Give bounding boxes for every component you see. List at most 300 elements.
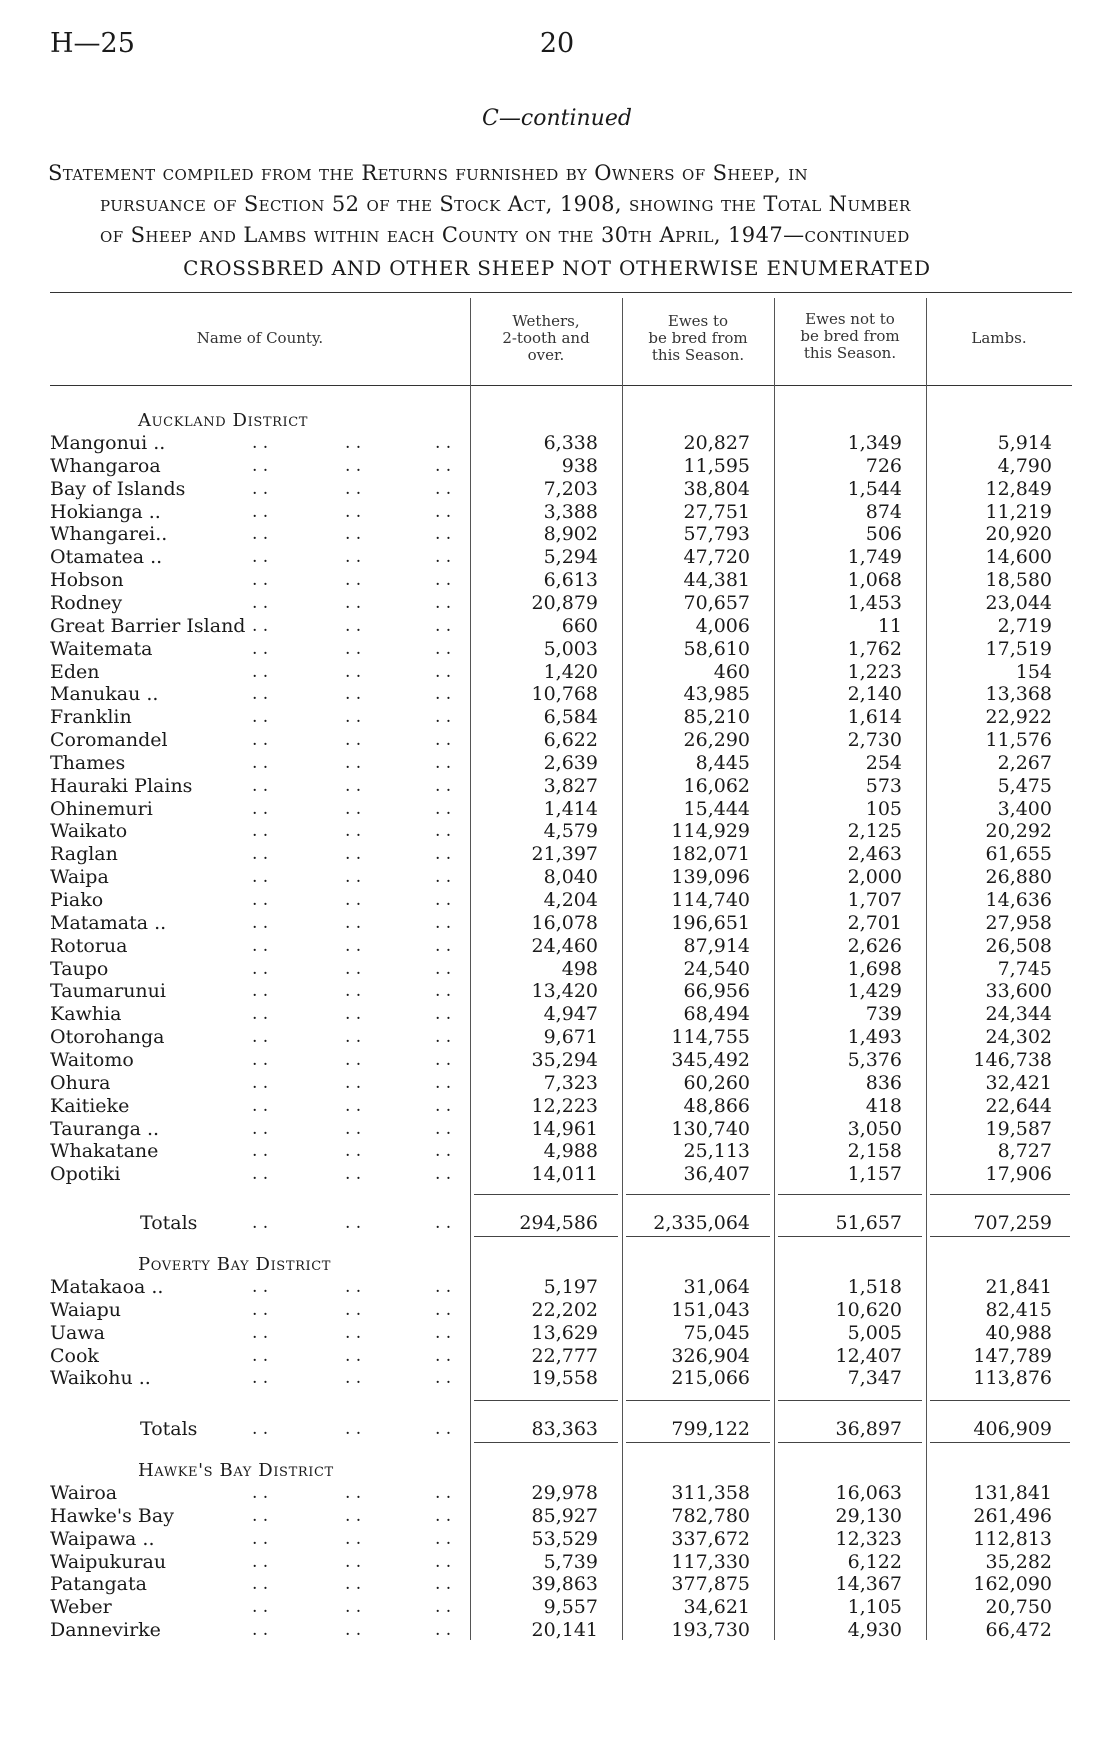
leader-dots: . . [252, 1299, 269, 1320]
totals-rule [778, 1400, 922, 1401]
cell-lambs: 8,727 [997, 1140, 1052, 1163]
county-name: Piako [50, 889, 104, 911]
leader-dots: . . [345, 1505, 362, 1526]
cell-ewes-bred: 66,956 [683, 980, 750, 1003]
statement-line-2: pursuance of Section 52 of the Stock Act, 1908, showing the Total Number [100, 192, 911, 216]
leader-dots: . . [435, 1299, 452, 1320]
leader-dots: . . [435, 912, 452, 933]
leader-dots: . . [435, 1368, 452, 1389]
total-ewes-bred: 799,122 [671, 1418, 750, 1440]
totals-rule [626, 1236, 770, 1237]
leader-dots: . . [252, 501, 269, 522]
cell-ewes-not: 1,707 [847, 889, 902, 911]
leader-dots: . . [252, 1322, 269, 1343]
cell-lambs: 19,587 [985, 1117, 1052, 1140]
cell-lambs: 22,922 [985, 706, 1052, 729]
county-name: Whakatane [50, 1140, 159, 1163]
cell-wethers: 1,414 [543, 797, 598, 820]
cell-wethers: 22,202 [531, 1298, 598, 1321]
county-name: Kawhia [50, 1003, 122, 1026]
leader-dots: . . [252, 1118, 269, 1139]
cell-lambs: 5,914 [997, 432, 1052, 454]
leader-dots: . . [435, 867, 452, 888]
cell-ewes-bred: 38,804 [683, 477, 750, 500]
total-ewes-bred: 2,335,064 [653, 1212, 750, 1234]
leader-dots: . . [345, 844, 362, 865]
county-name: Waipa [50, 866, 109, 889]
county-name: Weber [50, 1596, 112, 1619]
leader-dots: . . [435, 707, 452, 728]
cell-wethers: 938 [561, 454, 598, 477]
cell-lambs: 61,655 [985, 843, 1052, 866]
cell-ewes-bred: 87,914 [683, 934, 750, 957]
totals-rule [930, 1442, 1070, 1443]
leader-dots: . . [435, 935, 452, 956]
cell-wethers: 660 [561, 614, 598, 637]
county-name: Cook [50, 1344, 99, 1367]
leader-dots: . . [252, 1620, 269, 1641]
leader-dots: . . [435, 1072, 452, 1093]
leader-dots: . . [345, 1027, 362, 1048]
county-name: Dannevirke [50, 1619, 161, 1642]
leader-dots: . . [435, 844, 452, 865]
cell-ewes-not: 2,140 [847, 683, 902, 706]
cell-ewes-bred: 44,381 [683, 569, 750, 592]
cell-wethers: 498 [561, 957, 598, 980]
cell-lambs: 131,841 [973, 1482, 1052, 1504]
cell-ewes-bred: 75,045 [683, 1321, 750, 1344]
cell-ewes-bred: 337,672 [671, 1527, 750, 1550]
leader-dots: . . [252, 661, 269, 682]
cell-ewes-bred: 27,751 [683, 500, 750, 523]
leader-dots: . . [345, 570, 362, 591]
statement-line-1: Statement compiled from the Returns furnished by Owners of Sheep, in [48, 161, 809, 185]
district-heading: Auckland District [138, 410, 309, 431]
leader-dots: . . [435, 1574, 452, 1595]
column-rule [622, 298, 623, 1640]
leader-dots: . . [435, 1164, 452, 1185]
cell-ewes-not: 739 [865, 1003, 902, 1026]
cell-ewes-bred: 43,985 [683, 683, 750, 706]
cell-wethers: 4,947 [543, 1003, 598, 1026]
cell-ewes-bred: 311,358 [671, 1482, 750, 1504]
leader-dots: . . [345, 455, 362, 476]
district-heading: Poverty Bay District [138, 1254, 332, 1275]
leader-dots: . . [252, 867, 269, 888]
county-name: Hauraki Plains [50, 774, 193, 797]
leader-dots: . . [345, 1049, 362, 1070]
leader-dots: . . [435, 1141, 452, 1162]
leader-dots: . . [252, 478, 269, 499]
cell-wethers: 4,988 [543, 1140, 598, 1163]
cell-ewes-bred: 20,827 [683, 432, 750, 454]
col-header-ewes-bred-line: this Season. [651, 346, 745, 364]
totals-rule [778, 1236, 922, 1237]
col-header-ewes-not-bred [774, 311, 926, 362]
county-name: Raglan [50, 843, 118, 866]
cell-lambs: 112,813 [973, 1527, 1052, 1550]
leader-dots: . . [345, 1528, 362, 1549]
cell-lambs: 146,738 [973, 1048, 1052, 1071]
cell-ewes-bred: 34,621 [683, 1596, 750, 1619]
totals-rule [474, 1400, 618, 1401]
leader-dots: . . [345, 1164, 362, 1185]
cell-wethers: 5,739 [543, 1550, 598, 1573]
total-lambs: 406,909 [973, 1418, 1052, 1440]
total-ewes-not: 36,897 [835, 1418, 902, 1440]
cell-lambs: 23,044 [985, 591, 1052, 614]
leader-dots: . . [345, 1277, 362, 1297]
cell-lambs: 147,789 [973, 1344, 1052, 1367]
cell-ewes-bred: 326,904 [671, 1344, 750, 1367]
leader-dots: . . [345, 1419, 362, 1439]
cell-ewes-not: 5,376 [847, 1048, 902, 1071]
leader-dots: . . [435, 890, 452, 910]
leader-dots: . . [435, 1419, 452, 1439]
cell-ewes-bred: 4,006 [695, 614, 750, 637]
leader-dots: . . [345, 524, 362, 545]
total-wethers: 83,363 [531, 1418, 598, 1440]
cell-lambs: 66,472 [985, 1619, 1052, 1642]
cell-ewes-not: 1,614 [847, 706, 902, 729]
cell-ewes-not: 1,518 [847, 1276, 902, 1298]
cell-wethers: 6,622 [543, 729, 598, 752]
leader-dots: . . [435, 684, 452, 705]
leader-dots: . . [345, 478, 362, 499]
cell-lambs: 2,719 [997, 614, 1052, 637]
col-header-ewes-not-line: Ewes not to [805, 310, 895, 328]
cell-lambs: 40,988 [985, 1321, 1052, 1344]
table-top-rule [50, 292, 1072, 293]
leader-dots: . . [345, 1072, 362, 1093]
cell-ewes-not: 3,050 [847, 1117, 902, 1140]
leader-dots: . . [252, 958, 269, 979]
county-name: Waitomo [50, 1048, 134, 1071]
cell-ewes-not: 11 [877, 614, 902, 637]
county-name: Eden [50, 660, 100, 683]
leader-dots: . . [345, 798, 362, 819]
county-name: Otamatea .. [50, 546, 163, 569]
leader-dots: . . [435, 547, 452, 568]
cell-ewes-bred: 114,929 [671, 820, 750, 843]
total-lambs: 707,259 [973, 1212, 1052, 1234]
cell-lambs: 21,841 [985, 1276, 1052, 1298]
leader-dots: . . [345, 730, 362, 751]
cell-ewes-not: 4,930 [847, 1619, 902, 1642]
county-name: Ohinemuri [50, 797, 153, 820]
cell-wethers: 3,388 [543, 500, 598, 523]
cell-lambs: 162,090 [973, 1573, 1052, 1596]
leader-dots: . . [435, 592, 452, 613]
cell-ewes-not: 254 [865, 751, 902, 774]
cell-ewes-bred: 85,210 [683, 706, 750, 729]
leader-dots: . . [345, 1118, 362, 1139]
cell-ewes-not: 12,407 [835, 1344, 902, 1367]
cell-wethers: 39,863 [531, 1573, 598, 1596]
leader-dots: . . [435, 615, 452, 636]
leader-dots: . . [252, 707, 269, 728]
leader-dots: . . [345, 684, 362, 705]
page-number: 20 [539, 28, 575, 59]
cell-ewes-bred: 345,492 [671, 1048, 750, 1071]
county-name: Kaitieke [50, 1094, 130, 1117]
leader-dots: . . [435, 570, 452, 591]
cell-lambs: 14,636 [985, 889, 1052, 911]
cell-lambs: 2,267 [997, 751, 1052, 774]
cell-lambs: 154 [1015, 660, 1052, 683]
leader-dots: . . [345, 752, 362, 773]
cell-ewes-not: 2,701 [847, 911, 902, 934]
cell-lambs: 20,292 [985, 820, 1052, 843]
cell-ewes-not: 1,698 [847, 957, 902, 980]
leader-dots: . . [435, 1004, 452, 1025]
leader-dots: . . [252, 844, 269, 865]
col-header-wethers-line: Wethers, [512, 312, 580, 330]
leader-dots: . . [252, 981, 269, 1002]
totals-rule [778, 1442, 922, 1443]
cell-wethers: 1,420 [543, 660, 598, 683]
cell-ewes-bred: 31,064 [683, 1276, 750, 1298]
county-name: Waipukurau [50, 1550, 167, 1573]
cell-ewes-not: 10,620 [835, 1298, 902, 1321]
cell-wethers: 8,902 [543, 523, 598, 546]
totals-label: Totals [140, 1212, 198, 1234]
leader-dots: . . [435, 730, 452, 751]
cell-ewes-bred: 377,875 [671, 1573, 750, 1596]
leader-dots: . . [345, 1345, 362, 1366]
leader-dots: . . [345, 707, 362, 728]
cell-wethers: 9,671 [543, 1026, 598, 1049]
leader-dots: . . [252, 638, 269, 659]
cell-ewes-bred: 26,290 [683, 729, 750, 752]
leader-dots: . . [435, 1322, 452, 1343]
leader-dots: . . [252, 1213, 269, 1233]
leader-dots: . . [435, 1597, 452, 1618]
cell-ewes-bred: 11,595 [683, 454, 750, 477]
county-name: Patangata [50, 1573, 147, 1596]
leader-dots: . . [435, 661, 452, 682]
cell-wethers: 4,204 [543, 889, 598, 911]
county-name: Waitemata [50, 637, 153, 660]
cell-lambs: 17,519 [985, 637, 1052, 660]
leader-dots: . . [252, 524, 269, 545]
cell-ewes-bred: 68,494 [683, 1003, 750, 1026]
cell-ewes-bred: 182,071 [671, 843, 750, 866]
cell-lambs: 113,876 [973, 1367, 1052, 1390]
cell-ewes-not: 1,749 [847, 546, 902, 569]
county-name: Waiapu [50, 1298, 122, 1321]
cell-wethers: 8,040 [543, 866, 598, 889]
cell-lambs: 18,580 [985, 569, 1052, 592]
col-header-wethers-line: 2-tooth and [502, 329, 590, 347]
cell-ewes-bred: 60,260 [683, 1071, 750, 1094]
leader-dots: . . [435, 1027, 452, 1048]
totals-rule [474, 1236, 618, 1237]
cell-wethers: 7,323 [543, 1071, 598, 1094]
county-name: Wairoa [50, 1482, 118, 1504]
cell-ewes-bred: 460 [713, 660, 750, 683]
cell-ewes-bred: 130,740 [671, 1117, 750, 1140]
col-header-wethers-line: over. [527, 346, 565, 364]
leader-dots: . . [345, 1004, 362, 1025]
leader-dots: . . [435, 1528, 452, 1549]
cell-wethers: 24,460 [531, 934, 598, 957]
cell-wethers: 19,558 [531, 1367, 598, 1390]
leader-dots: . . [252, 1095, 269, 1116]
cell-wethers: 22,777 [531, 1344, 598, 1367]
cell-lambs: 32,421 [985, 1071, 1052, 1094]
table-header-rule [50, 385, 1072, 386]
cell-ewes-not: 1,349 [847, 432, 902, 454]
county-name: Hokianga .. [50, 500, 161, 523]
cell-ewes-bred: 8,445 [695, 751, 750, 774]
cell-wethers: 4,579 [543, 820, 598, 843]
cell-ewes-not: 16,063 [835, 1482, 902, 1504]
cell-ewes-not: 1,068 [847, 569, 902, 592]
cell-lambs: 17,906 [985, 1163, 1052, 1186]
leader-dots: . . [435, 455, 452, 476]
leader-dots: . . [252, 775, 269, 796]
cell-lambs: 35,282 [985, 1550, 1052, 1573]
cell-wethers: 13,629 [531, 1321, 598, 1344]
leader-dots: . . [345, 821, 362, 842]
cell-ewes-not: 1,762 [847, 637, 902, 660]
cell-lambs: 11,219 [985, 500, 1052, 523]
cell-ewes-not: 506 [865, 523, 902, 546]
leader-dots: . . [252, 1368, 269, 1389]
leader-dots: . . [435, 1551, 452, 1572]
cell-lambs: 20,750 [985, 1596, 1052, 1619]
leader-dots: . . [435, 821, 452, 842]
leader-dots: . . [252, 1049, 269, 1070]
cell-ewes-bred: 215,066 [671, 1367, 750, 1390]
cell-ewes-not: 1,544 [847, 477, 902, 500]
leader-dots: . . [252, 570, 269, 591]
leader-dots: . . [435, 638, 452, 659]
total-ewes-not: 51,657 [835, 1212, 902, 1234]
cell-wethers: 16,078 [531, 911, 598, 934]
county-name: Franklin [50, 706, 132, 729]
cell-ewes-not: 2,626 [847, 934, 902, 957]
cell-ewes-not: 1,493 [847, 1026, 902, 1049]
cell-ewes-not: 2,125 [847, 820, 902, 843]
leader-dots: . . [435, 1483, 452, 1503]
cell-ewes-bred: 48,866 [683, 1094, 750, 1117]
leader-dots: . . [345, 1574, 362, 1595]
cell-ewes-bred: 24,540 [683, 957, 750, 980]
leader-dots: . . [435, 775, 452, 796]
cell-wethers: 29,978 [531, 1482, 598, 1504]
leader-dots: . . [435, 1277, 452, 1297]
leader-dots: . . [435, 1213, 452, 1233]
leader-dots: . . [345, 615, 362, 636]
col-header-county: Name of County. [196, 329, 324, 347]
leader-dots: . . [345, 1322, 362, 1343]
leader-dots: . . [252, 912, 269, 933]
cell-lambs: 11,576 [985, 729, 1052, 752]
cell-ewes-not: 836 [865, 1071, 902, 1094]
cell-ewes-bred: 114,740 [671, 889, 750, 911]
cell-lambs: 22,644 [985, 1094, 1052, 1117]
cell-wethers: 20,879 [531, 591, 598, 614]
county-name: Manukau .. [50, 683, 159, 706]
totals-rule [626, 1194, 770, 1195]
cell-ewes-not: 2,158 [847, 1140, 902, 1163]
leader-dots: . . [345, 433, 362, 453]
county-name: Matamata .. [50, 911, 167, 934]
cell-wethers: 35,294 [531, 1048, 598, 1071]
leader-dots: . . [345, 1213, 362, 1233]
cell-ewes-not: 1,453 [847, 591, 902, 614]
leader-dots: . . [435, 958, 452, 979]
county-name: Waipawa .. [50, 1527, 155, 1550]
county-name: Taupo [50, 957, 109, 980]
county-name: Thames [50, 751, 126, 774]
county-name: Great Barrier Island [50, 614, 246, 637]
statement-line-3: of Sheep and Lambs within each County on the 30th April, 1947—continued [100, 223, 910, 247]
cell-ewes-not: 2,463 [847, 843, 902, 866]
cell-wethers: 20,141 [531, 1619, 598, 1642]
totals-rule [930, 1400, 1070, 1401]
totals-rule [626, 1442, 770, 1443]
cell-lambs: 33,600 [985, 980, 1052, 1003]
county-name: Whangarei.. [50, 523, 168, 546]
page-reference: H—25 [50, 28, 135, 59]
leader-dots: . . [345, 867, 362, 888]
leader-dots: . . [435, 1505, 452, 1526]
cell-ewes-bred: 16,062 [683, 774, 750, 797]
cell-wethers: 5,197 [543, 1276, 598, 1298]
county-name: Matakaoa .. [50, 1276, 164, 1298]
county-name: Whangaroa [50, 454, 161, 477]
county-name: Otorohanga [50, 1026, 165, 1049]
leader-dots: . . [345, 547, 362, 568]
leader-dots: . . [435, 524, 452, 545]
leader-dots: . . [252, 821, 269, 842]
cell-ewes-not: 12,323 [835, 1527, 902, 1550]
total-wethers: 294,586 [519, 1212, 598, 1234]
statement-title [48, 158, 1088, 251]
cell-ewes-bred: 139,096 [671, 866, 750, 889]
leader-dots: . . [435, 1095, 452, 1116]
cell-lambs: 24,344 [985, 1003, 1052, 1026]
column-rule [926, 298, 927, 1640]
county-name: Uawa [50, 1321, 105, 1344]
cell-wethers: 14,011 [531, 1163, 598, 1186]
cell-ewes-not: 1,157 [847, 1163, 902, 1186]
leader-dots: . . [345, 1597, 362, 1618]
cell-wethers: 13,420 [531, 980, 598, 1003]
leader-dots: . . [345, 501, 362, 522]
leader-dots: . . [252, 890, 269, 910]
leader-dots: . . [435, 981, 452, 1002]
cell-lambs: 3,400 [997, 797, 1052, 820]
cell-wethers: 3,827 [543, 774, 598, 797]
col-header-lambs: Lambs. [971, 329, 1027, 347]
leader-dots: . . [435, 501, 452, 522]
col-header-wethers [470, 313, 622, 364]
cell-wethers: 12,223 [531, 1094, 598, 1117]
cell-lambs: 26,508 [985, 934, 1052, 957]
cell-wethers: 53,529 [531, 1527, 598, 1550]
county-name: Taumarunui [50, 980, 166, 1003]
leader-dots: . . [435, 478, 452, 499]
col-header-ewes-not-line: be bred from [800, 327, 900, 345]
cell-lambs: 27,958 [985, 911, 1052, 934]
cell-wethers: 14,961 [531, 1117, 598, 1140]
totals-rule [778, 1194, 922, 1195]
leader-dots: . . [435, 798, 452, 819]
